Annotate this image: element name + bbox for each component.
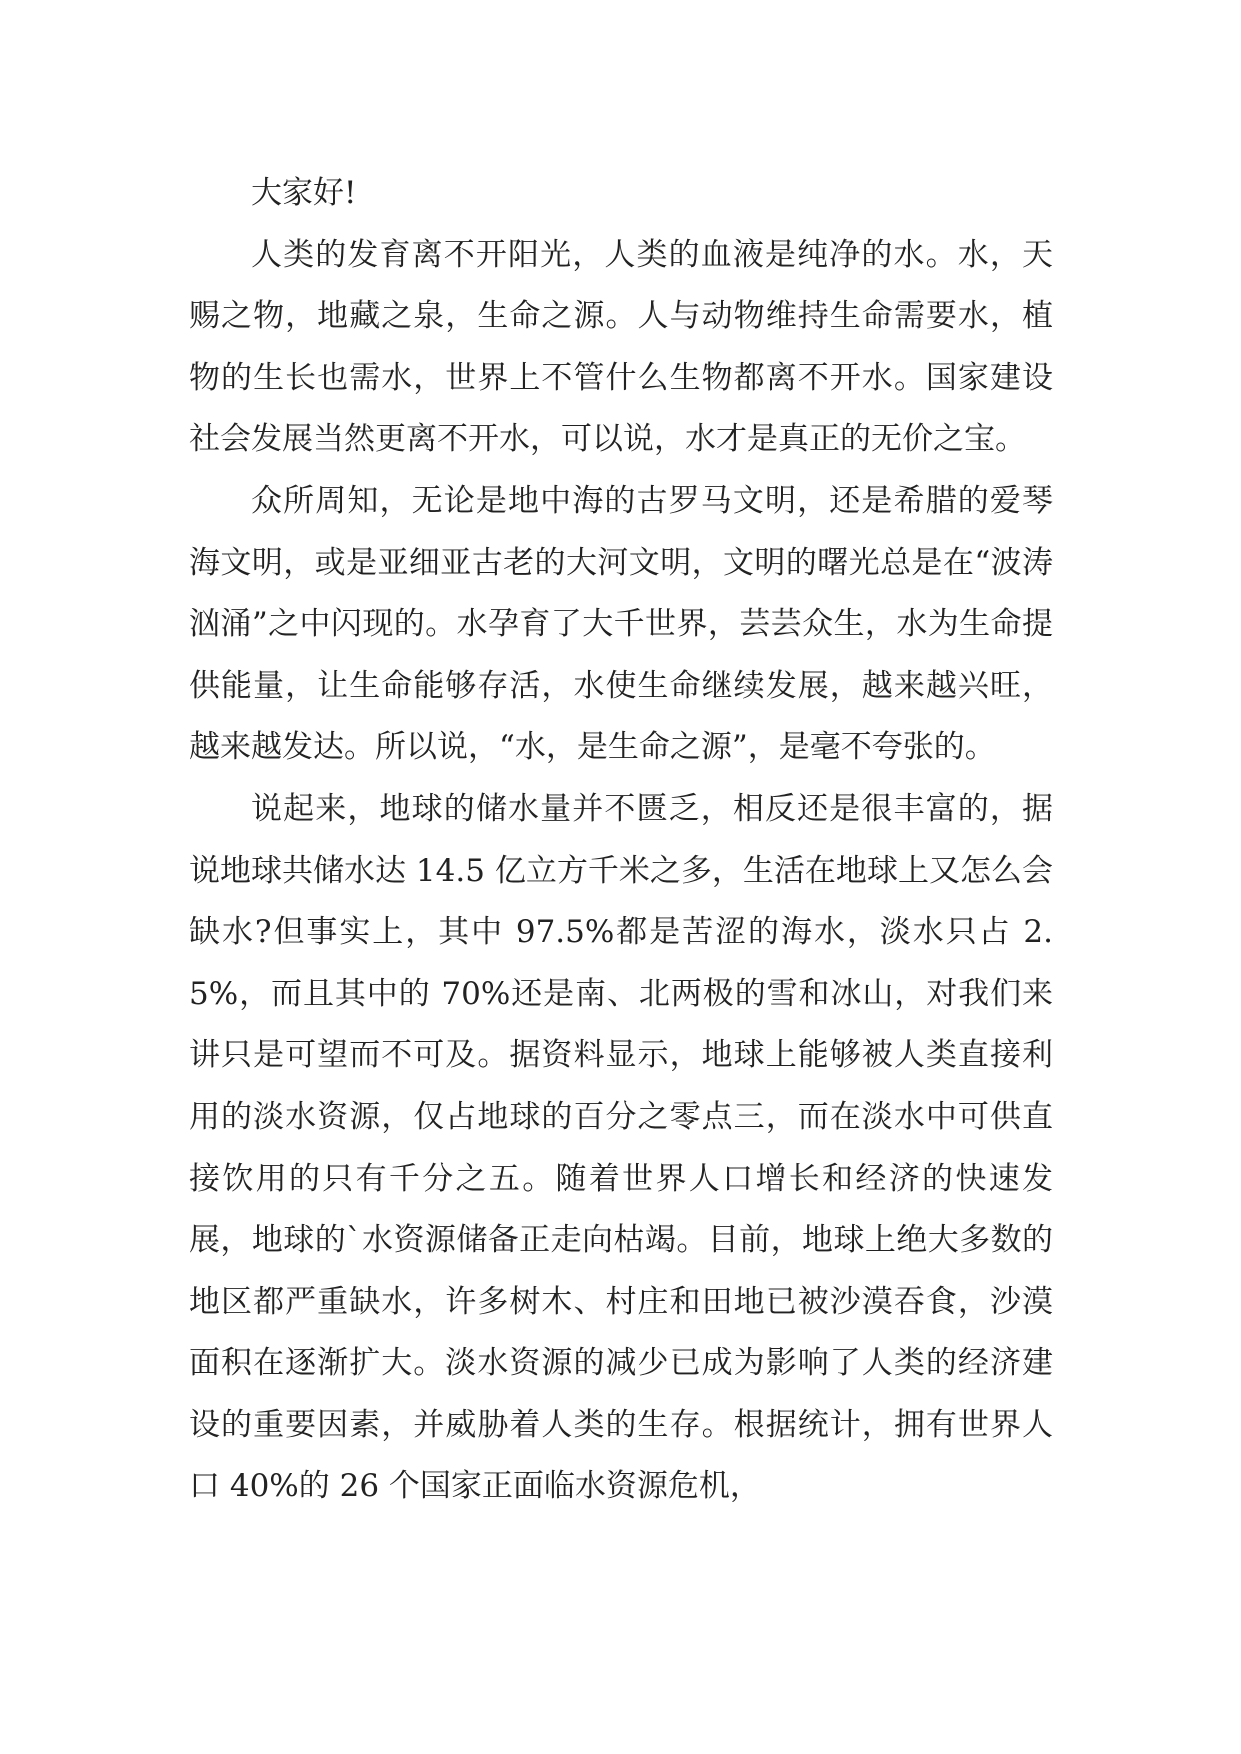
paragraph-water-scarcity: 说起来，地球的储水量并不匮乏，相反还是很丰富的，据说地球共储水达 14.5 亿立方千米之多，生活在地球上又怎么会缺水?但事实上，其中 97.5%都是苦涩的海水，淡水只占 2.5%，而且其中的 70%还是南、北两极的雪和冰山，对我们来讲只是可望而不可及。据资料显示，地球上能够被人类直接利用的淡水资源，仅占地球的百分之零点三，而在淡水中可供直接饮用的只有千分之五。随着世界人口增长和经济的快速发展，地球的`水资源储备正走向枯竭。目前，地球上绝大多数的地区都严重缺水，许多树木、村庄和田地已被沙漠吞食，沙漠面积在逐渐扩大。淡水资源的减少已成为影响了人类的经济建设的重要因素，并威胁着人类的生存。根据统计，拥有世界人口 40%的 26 个国家正面临水资源危机， xyxy=(189,790,1053,1505)
paragraph-civilization: 众所周知，无论是地中海的古罗马文明，还是希腊的爱琴海文明，或是亚细亚古老的大河文明，文明的曙光总是在“波涛汹涌”之中闪现的。水孕育了大千世界，芸芸众生，水为生命提供能量，让生命能够存活，水使生命继续发展，越来越兴旺，越来越发达。所以说，“水，是生命之源”，是毫不夸张的。 xyxy=(189,482,1053,766)
document-body xyxy=(189,163,1053,1518)
paragraph-water-importance: 人类的发育离不开阳光，人类的血液是纯净的水。水，天赐之物，地藏之泉，生命之源。人与动物维持生命需要水，植物的生长也需水，世界上不管什么生物都离不开水。国家建设社会发展当然更离不开水，可以说，水才是真正的无价之宝。 xyxy=(189,236,1053,458)
paragraph-greeting: 大家好! xyxy=(251,175,357,211)
